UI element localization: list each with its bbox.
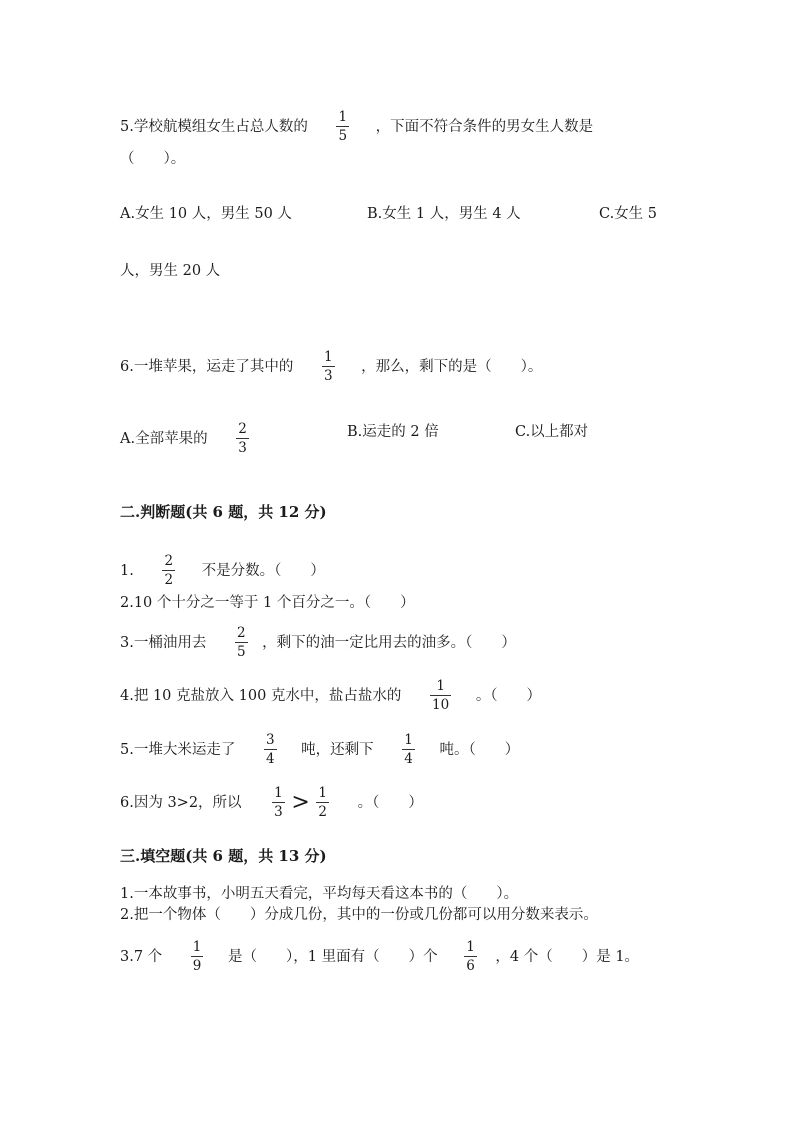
- judge-item-5-prefix: 5.一堆大米运走了: [120, 742, 236, 758]
- fill-item-3-fraction-1: [191, 940, 204, 974]
- judge-item-4-fraction: [430, 679, 451, 713]
- q5-fraction: [336, 110, 349, 144]
- fill-item-3-prefix: 3.7 个: [120, 949, 163, 965]
- judge-item-1: [120, 554, 325, 588]
- fraction-numerator: 2: [236, 625, 246, 641]
- q6-option-c: C.以上都对: [515, 424, 589, 440]
- section-2-title: 二.判断题(共 6 题，共 12 分): [120, 503, 327, 521]
- judge-item-3-fraction: [235, 626, 248, 660]
- judge-item-3-prefix: 3.一桶油用去: [120, 635, 207, 651]
- fraction-bar: [464, 956, 477, 957]
- fraction-numerator: 1: [192, 939, 202, 955]
- judge-item-2: 2.10 个十分之一等于 1 个百分之一。（ ）: [120, 595, 415, 611]
- fraction-denominator: 10: [432, 697, 450, 713]
- fraction-bar: [430, 695, 451, 696]
- fraction-denominator: 2: [164, 572, 174, 588]
- fraction-numerator: 1: [404, 732, 413, 748]
- q5-option-c: C.女生 5: [599, 206, 658, 222]
- q5-suffix: ，下面不符合条件的男女生人数是: [375, 119, 594, 135]
- q6-option-a: A.全部苹果的: [120, 431, 208, 447]
- judge-item-6-fraction-1: [272, 786, 285, 820]
- judge-item-5-fraction-1: [264, 733, 277, 767]
- fraction-numerator: 2: [238, 421, 247, 437]
- fraction-denominator: 5: [236, 644, 246, 660]
- fraction-bar: [322, 366, 335, 367]
- judge-item-4-suffix: 。（ ）: [475, 688, 542, 704]
- fraction-denominator: 3: [238, 440, 247, 456]
- greater-than-sign: >: [291, 790, 310, 815]
- fill-item-3-fraction-2: [464, 940, 477, 974]
- fraction-bar: [336, 126, 349, 127]
- section-3-title: 三.填空题(共 6 题，共 13 分): [120, 847, 327, 865]
- fraction-numerator: 1: [338, 109, 348, 125]
- judge-item-1-fraction: [162, 554, 175, 588]
- fraction-denominator: 3: [323, 368, 333, 384]
- fill-item-3-suffix: ，4 个（ ）是 1。: [495, 949, 640, 965]
- judge-item-1-suffix: 不是分数。（ ）: [201, 563, 325, 579]
- fraction-denominator: 3: [274, 804, 283, 820]
- q6-stem: [120, 350, 542, 384]
- judge-item-5-fraction-2: [402, 733, 415, 767]
- q5-prefix: 5.学校航模组女生占总人数的: [120, 119, 308, 135]
- fraction-denominator: 4: [404, 751, 413, 767]
- fraction-numerator: 1: [436, 678, 445, 694]
- fraction-numerator: 3: [265, 732, 275, 748]
- q5-option-b: B.女生 1 人，男生 4 人: [367, 206, 521, 222]
- fraction-bar: [235, 642, 248, 643]
- judge-item-4: [120, 679, 541, 713]
- judge-item-5-suffix: 吨。（ ）: [439, 742, 520, 758]
- fraction-denominator: 5: [338, 128, 348, 144]
- judge-item-5-middle: 吨，还剩下: [301, 742, 374, 758]
- fraction-numerator: 1: [323, 349, 333, 365]
- judge-item-3-suffix: ，剩下的油一定比用去的油多。（ ）: [262, 635, 516, 651]
- fill-item-1: 1.一本故事书，小明五天看完，平均每天看这本书的（ ）。: [120, 886, 519, 902]
- q6-fraction: [322, 350, 335, 384]
- q6-option-a-fraction: [236, 422, 249, 456]
- fraction-denominator: 2: [318, 804, 327, 820]
- q6-option-b: B.运走的 2 倍: [347, 424, 439, 440]
- fraction-denominator: 6: [466, 958, 475, 974]
- fill-item-3-middle: 是（ ），1 里面有（ ）个: [227, 949, 438, 965]
- judge-item-6-prefix: 6.因为 3>2，所以: [120, 795, 242, 811]
- fraction-denominator: 4: [265, 751, 275, 767]
- fraction-numerator: 1: [466, 939, 475, 955]
- judge-item-1-prefix: 1.: [120, 563, 134, 579]
- fraction-bar: [402, 749, 415, 750]
- judge-item-6-suffix: 。（ ）: [357, 795, 423, 811]
- fraction-bar: [316, 802, 329, 803]
- q5-blank-line: （ ）。: [120, 151, 186, 167]
- fraction-numerator: 1: [318, 785, 327, 801]
- fraction-bar: [191, 956, 204, 957]
- judge-item-6: [120, 786, 423, 820]
- judge-item-4-prefix: 4.把 10 克盐放入 100 克水中，盐占盐水的: [120, 688, 402, 704]
- q6-prefix: 6.一堆苹果，运走了其中的: [120, 359, 294, 375]
- judge-item-6-fraction-2: [316, 786, 329, 820]
- fill-item-3: [120, 940, 639, 974]
- judge-item-3: [120, 626, 516, 660]
- fraction-denominator: 9: [192, 958, 202, 974]
- fraction-bar: [264, 749, 277, 750]
- fraction-bar: [236, 438, 249, 439]
- fraction-bar: [162, 570, 175, 571]
- fraction-numerator: 2: [164, 553, 174, 569]
- q5-stem: [120, 110, 593, 144]
- judge-item-5: [120, 733, 519, 767]
- fraction-numerator: 1: [274, 785, 283, 801]
- q5-option-c-continued: 人，男生 20 人: [120, 263, 221, 279]
- fill-item-2: 2.把一个物体（ ）分成几份，其中的一份或几份都可以用分数来表示。: [120, 907, 598, 923]
- q6-options: [120, 421, 589, 456]
- q5-option-a: A.女生 10 人，男生 50 人: [120, 206, 292, 222]
- q6-suffix: ，那么，剩下的是（ ）。: [361, 359, 543, 375]
- fraction-bar: [272, 802, 285, 803]
